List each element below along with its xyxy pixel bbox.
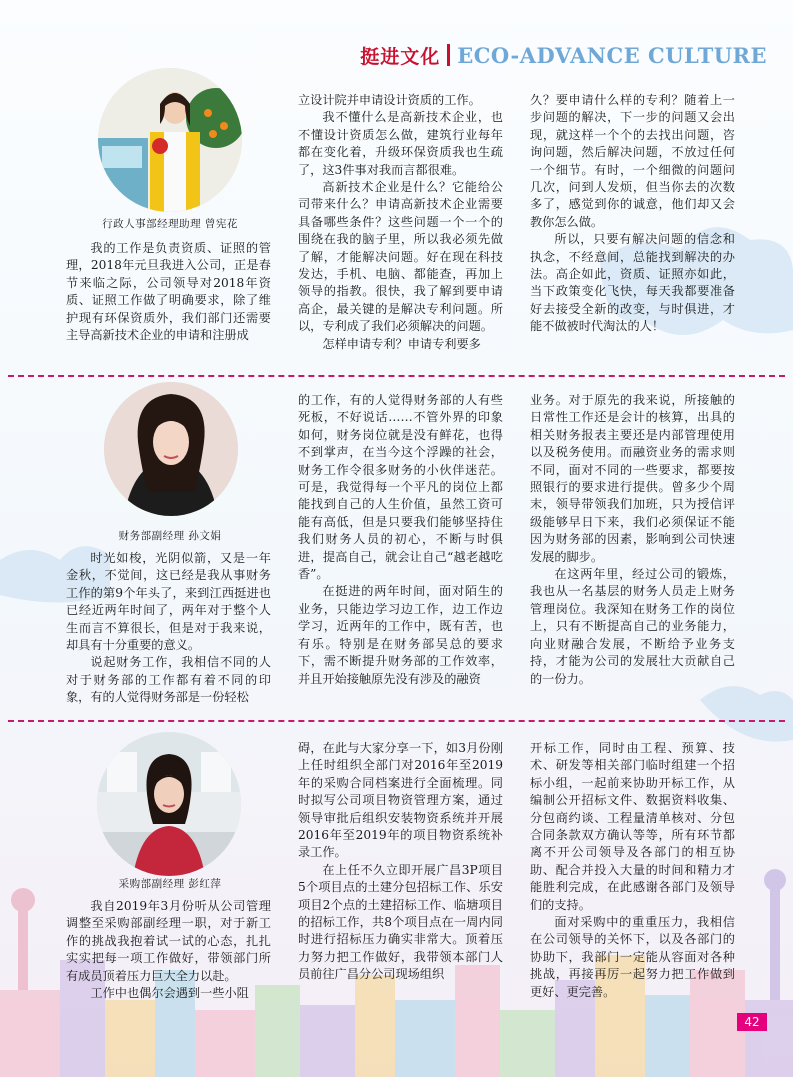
page-number: 42 xyxy=(737,1013,767,1031)
paragraph: 碍，在此与大家分享一下，如3月份刚上任时组织全部门对2016年至2019年的采购合同档案进行全面梳理。同时拟写公司项目物资管理方案，通过领导审批后组织安装物资系统并开展2016年至2019年的项目物资系统补录工作。 xyxy=(298,741,503,860)
paragraph: 我自2019年3月份听从公司管理调整至采购部副经理一职，对于新工作的挑战我抱着试一试的心态，扎扎实实把每一项工作做好，带领部门所有成员顶着压力巨大全力以赴。 xyxy=(66,899,271,983)
section-title-en: ECO-ADVANCE CULTURE xyxy=(457,42,767,68)
paragraph: 久？要申请什么样的专利？随着上一步问题的解决，下一步的问题又会出现，就这样一个个的去找出问题，咨询问题，然后解决问题，不放过任何一个细节。有时，一个细微的问题问几次，问到人发烦，但当你去的次数多了，感觉到你的诚意，他们却又会教你怎么做。 xyxy=(530,93,735,229)
section3-column-2 xyxy=(298,740,503,984)
portrait-photo-peng xyxy=(97,732,241,876)
header-divider xyxy=(447,44,450,66)
portrait-photo-sun xyxy=(104,382,238,516)
portrait-photo-zeng xyxy=(98,68,242,212)
photo-caption-zeng: 行政人事部经理助理 曾宪花 xyxy=(102,218,238,230)
paragraph: 工作中也偶尔会遇到一些小阻 xyxy=(90,986,249,1001)
paragraph: 在这两年里，经过公司的锻炼，我也从一名基层的财务人员走上财务管理岗位。我深知在财务工作的岗位上，只有不断提高自己的业务能力，向业财融合发展，不断给予业务支持，才能为公司的发展壮大贡献自己的一份力。 xyxy=(530,567,735,686)
paragraph: 所以，只要有解决问题的信念和执念，不经意间，总能找到解决的办法。高企如此，资质、证照亦如此，当下政策变化飞快，每天我都要准备好去接受全新的改变，与时俱进，才能不做被时代淘汰的人！ xyxy=(530,232,735,334)
paragraph: 我的工作是负责资质、证照的管理，2018年元旦我进入公司，正是春节来临之际，公司领导对2018年资质、证照工作做了明确要求，除了维护现有环保资质外，我们部门还需要主导高新技术企业的申请和注册成 xyxy=(66,241,271,343)
paragraph: 我不懂什么是高新技术企业，也不懂设计资质怎么做，建筑行业每年都在变化着，升级环保资质我也生疏了，这3件事对我而言都很难。 xyxy=(298,110,503,177)
paragraph: 的工作，有的人觉得财务部的人有些死板，不好说话……不管外界的印象如何，财务岗位就是没有鲜花，也得不到掌声，在当今这个浮躁的社会，财务工作令很多财务的小伙伴迷茫。可是，我觉得每一个平凡的岗位上都能找到自己的人生价值，虽然工资可能有高低，但是只要我们能够坚持住我们财务人员的初心，不断与时俱进，提高自己，就会让自己“越老越吃香”。 xyxy=(298,393,503,582)
paragraph: 说起财务工作，我相信不同的人对于财务部的工作都有着不同的印象，有的人觉得财务部是一份轻松 xyxy=(66,655,271,705)
paragraph: 时光如梭，光阴似箭，又是一年金秋，不觉间，这已经是我从事财务工作的第9个年头了，来到江西挺进也已经近两年时间了，两年对于整个人生而言不算很长，但是对于我来说，却具有十分重要的意义。 xyxy=(66,551,271,653)
section3-column-1 xyxy=(66,898,271,1002)
section-header xyxy=(360,40,767,70)
section1-column-2 xyxy=(298,92,503,353)
paragraph: 在挺进的两年时间，面对陌生的业务，只能边学习边工作，边工作边学习，近两年的工作中，既有苦，也有乐。特别是在财务部吴总的要求下，需不断提升财务部的工作效率，并且开始接触原先没有涉及的融资 xyxy=(298,584,503,686)
section1-column-3 xyxy=(530,92,735,336)
paragraph: 面对采购中的重重压力，我相信在公司领导的关怀下，以及各部门的协助下，我部门一定能从容面对各种挑战，再接再厉一起努力把工作做到更好、更完善。 xyxy=(530,915,735,999)
section3-column-3 xyxy=(530,740,735,1001)
section2-column-3 xyxy=(530,392,735,688)
paragraph: 开标工作，同时由工程、预算、技术、研发等相关部门临时组建一个招标小组，一起前来协助开标工作，从编制公开招标文件、数据资料收集、分包商约谈、工程量清单核对、分包合同条款双方确认等等，所有环节都离不开公司领导及各部门的相互协助、配合并投入大量的时间和精力才能胜利完成，在此感谢各部门及领导们的支持。 xyxy=(530,741,735,912)
paragraph: 怎样申请专利？申请专利要多 xyxy=(322,336,481,351)
paragraph: 业务。对于原先的我来说，所接触的日常性工作还是会计的核算，出具的相关财务报表主要还是内部管理使用以及税务使用。而融资业务的需求则不同，面对不同的一些要求，都要按照银行的要求进行提供。曾多少个周末，领导带领我们加班，只为授信评级能够早日下来，我们必须保证不能因为财务部的因素，影响到公司快速发展的脚步。 xyxy=(530,393,735,564)
paragraph: 在上任不久立即开展广昌3P项目5个项目点的土建分包招标工作、乐安项目2个点的土建招标工作、临塘项目的招标工作，共8个项目点在一周内同时进行招标压力确实非常大。顶着压力努力把工作做好，我带领本部门人员前往广昌分公司现场组织 xyxy=(298,862,503,982)
section2-column-1 xyxy=(66,550,271,707)
photo-caption-peng: 采购部副经理 彭红萍 xyxy=(118,878,222,890)
section1-column-1 xyxy=(66,240,271,344)
photo-caption-sun: 财务部副经理 孙文娟 xyxy=(118,530,222,542)
paragraph: 高新技术企业是什么？它能给公司带来什么？申请高新技术企业需要具备哪些条件？这些问题一个一个的围绕在我的脑子里，所以我必须先做了解，才能解决问题。好在现在科技发达，手机、电脑、都能查，再加上领导的指教。很快，我了解到要申请高企，最关键的是解决专利问题。所以，专利成了我们必须解决的问题。 xyxy=(298,180,503,334)
paragraph: 立设计院并申请设计资质的工作。 xyxy=(298,93,481,107)
section2-column-2 xyxy=(298,392,503,688)
section-divider xyxy=(8,375,785,377)
section-divider xyxy=(8,720,785,722)
section-title-cn: 挺进文化 xyxy=(360,45,441,68)
